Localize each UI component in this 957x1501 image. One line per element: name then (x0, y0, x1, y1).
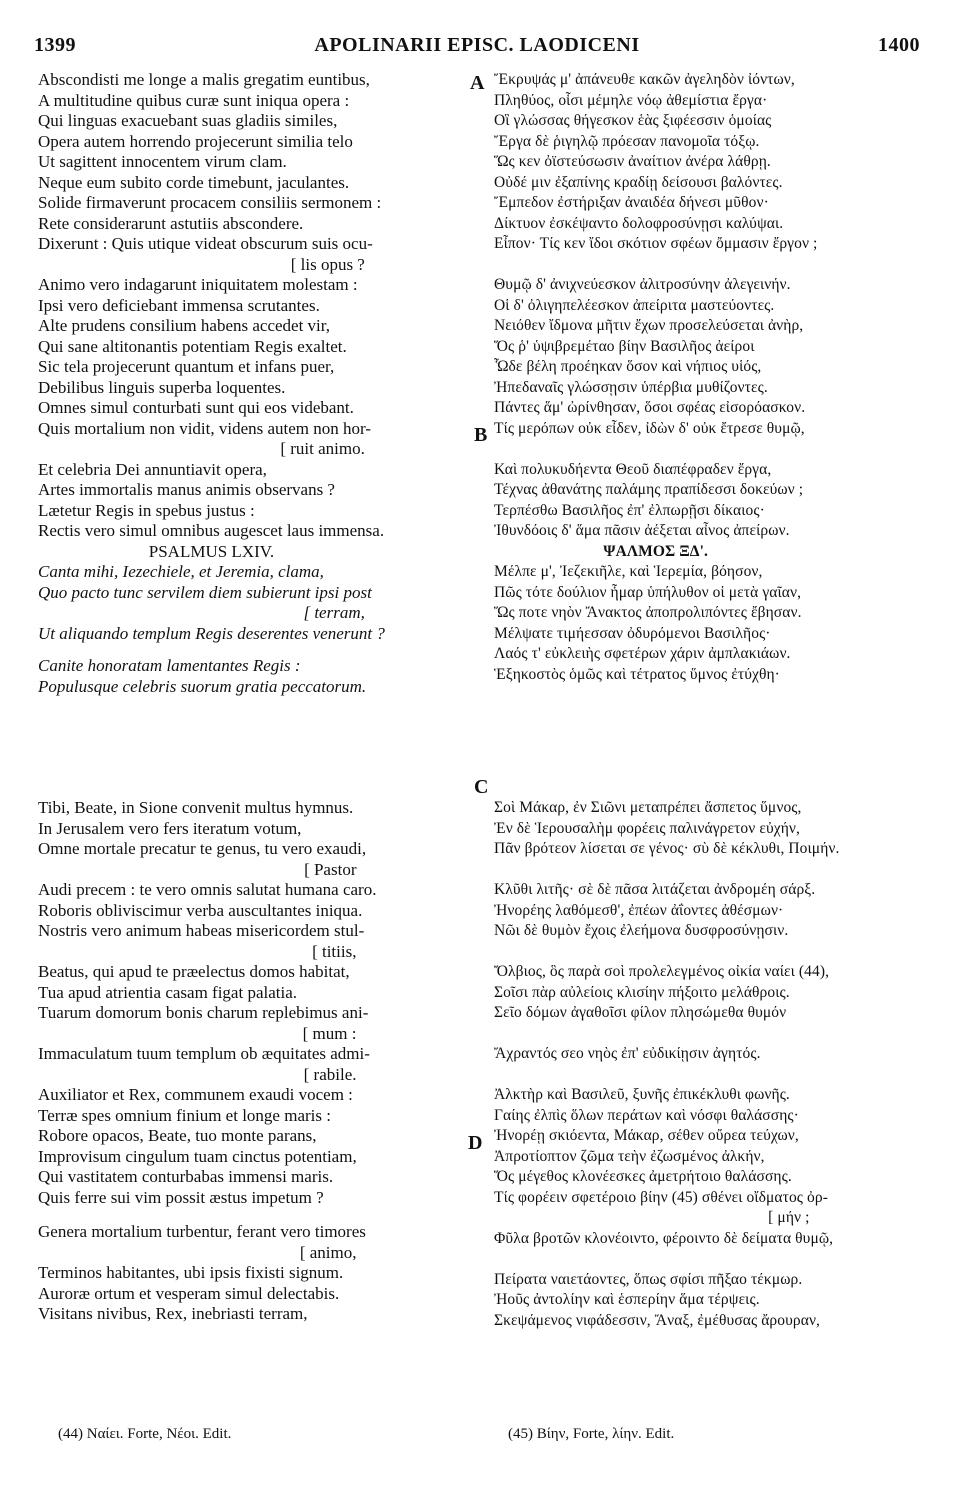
greek-blank (494, 255, 817, 276)
greek-line: Ὅς μέγεθος κλονέεσκες ἀμετρήτοιο θαλάσσης. (494, 1168, 792, 1185)
margin-marker-d: D (468, 1132, 483, 1154)
latin-part1 (38, 70, 385, 697)
greek-line: Μέλψατε τιμήεσσαν ὀδυρόμενοι Βασιλῆος· (494, 624, 771, 642)
latin-line: Dixerunt : Quis utique videat obscurum suis ocu- (38, 234, 373, 253)
greek-line: Ἑξηκοστὸς ὁμῶς καὶ τέτρατος ὕμνος ἐτύχθη· (494, 665, 780, 683)
latin-line: In Jerusalem vero fers iteratum votum, (38, 818, 302, 838)
latin-line: Sic tela projecerunt quantum et infans puer, (38, 357, 335, 376)
latin-line: Rectis vero simul omnibus augescet laus immensa. (38, 521, 385, 540)
greek-line: Ἰθυνδόοις δ' ἅμα πᾶσιν ἀέξεται αἶνος ἀπείρων. (494, 522, 790, 539)
latin-line: Qui vastitatem conturbabas immensi maris. (38, 1167, 334, 1186)
latin-line-continuation: [ ruit animo. (280, 439, 365, 458)
page-header (34, 34, 920, 62)
latin-line: Audi precem : te vero omnis salutat humana caro. (38, 880, 377, 899)
greek-line: Οἱ δ' ὀλιγηπελέεσκον ἀπείριτα μαστεύοντες. (494, 296, 775, 314)
latin-line: Immaculatum tuum templum ob æquitates admi- (38, 1044, 370, 1063)
latin-line: Alte prudens consilium habens accedet vir, (38, 316, 331, 335)
latin-line: Roboris obliviscimur verba auscultantes iniqua. (38, 900, 363, 920)
greek-line: Δίκτυον ἐσκέψαντο δολοφροσύνῃσι καλύψαι. (494, 214, 784, 232)
latin-line: Qui linguas exacuebant suas gladiis similes, (38, 111, 338, 130)
latin-line: Terræ spes omnium finium et longe maris : (38, 1105, 331, 1125)
greek-line: Ὥς ποτε νηὸν Ἄνακτος ἀποπρολιπόντες ἔβησαν. (494, 604, 802, 621)
latin-line: Auroræ ortum et vesperam simul delectabis. (38, 1283, 340, 1303)
latin-line: Nostris vero animum habeas misericordem stul- (38, 921, 365, 940)
greek-line: Ἠνορέῃ σκιόεντα, Μάκαρ, σέθεν οὔρεα τεύχων, (494, 1127, 799, 1144)
greek-line: Κλῦθι λιτῆς· σὲ δὲ πᾶσα λιτάζεται ἀνδρομέη σάρξ. (494, 881, 816, 898)
latin-line: Quis ferre sui vim possit æstus impetum ? (38, 1187, 324, 1207)
greek-line: Εἶπον· Τίς κεν ἴδοι σκότιον σφέων ὄμμασιν ἔργον ; (494, 235, 818, 252)
greek-line: Ὧδε βέλη προέηκαν ὅσον καὶ νήπιος υἱός, (494, 358, 762, 375)
latin-line: Ut aliquando templum Regis deserentes venerunt ? (38, 623, 385, 643)
footnote-44: (44) Ναίει. Forte, Νέοι. Edit. (58, 1426, 232, 1442)
latin-line: Omne mortale precatur te genus, tu vero exaudi, (38, 839, 367, 858)
greek-line: Ἐν δὲ Ἱερουσαλὴμ φορέεις παλινάγρετον εὐχήν, (494, 819, 801, 837)
margin-marker-c: C (474, 776, 489, 798)
greek-line: Ἠοῦς ἀντολίην καὶ ἑσπερίην ἅμα τέρψεις. (494, 1291, 760, 1308)
greek-line: Σεῖο δόμων ἀγαθοῖσι φίλον πλησώμεθα θυμόν (494, 1004, 787, 1021)
greek-line: Μέλπε μ', Ἰεζεκιῆλε, καὶ Ἱερεμία, βόησον, (494, 563, 763, 580)
latin-line-continuation: [ titiis, (312, 941, 357, 961)
greek-blank (494, 1249, 840, 1270)
greek-line: Γαίης ἐλπὶς ὅλων περάτων καὶ νόσφι θαλάσσης· (494, 1106, 799, 1124)
greek-part1 (494, 70, 817, 685)
latin-line-continuation: [ animo, (299, 1242, 357, 1262)
greek-line: Πάντες ἅμ' ὠρίνθησαν, ὅσοι σφέας εἰσορόασκον. (494, 399, 806, 416)
latin-line: Rete considerarunt astutiis abscondere. (38, 213, 304, 233)
greek-blank (494, 439, 817, 460)
latin-line: Artes immortalis manus animis observans ? (38, 480, 335, 499)
greek-line: Τέχνας ἀθανάτης παλάμης πραπίδεσσι δοκεύων ; (494, 481, 804, 498)
greek-line: Πληθύος, οἷσι μέμηλε νόῳ ἀθεμίστια ἔργα· (494, 91, 768, 109)
latin-line: Ipsi vero deficiebant immensa scrutantes. (38, 295, 320, 315)
greek-line: Ἠνορέης λαθόμεσθ', ἐπέων ἀΐοντες ἀθέσμων· (494, 901, 784, 919)
latin-line: Ut sagittent innocentem virum clam. (38, 152, 287, 171)
greek-line: Ἀπροτίοπτον ζῶμα τεὴν ἐζωσμένος ἀλκήν, (494, 1147, 765, 1165)
greek-line: Λαός τ' εὐκλειὴς σφετέρων χάριν ἀμπλακιάων. (494, 645, 791, 662)
latin-part2 (38, 798, 376, 1325)
latin-line-continuation: [ terram, (303, 603, 365, 622)
latin-line: Qui sane altitonantis potentiam Regis exaltet. (38, 336, 347, 356)
greek-line: Ἠπεδαναῖς γλώσσῃσιν ὑπέρβια μυθίζοντες. (494, 378, 768, 396)
latin-line: Et celebria Dei annuntiavit opera, (38, 459, 267, 479)
greek-line: Ἄχραντός σεο νηὸς ἐπ' εὐδικίῃσιν ἀγητός. (494, 1045, 761, 1062)
latin-line: Solide firmaverunt procacem consiliis sermonem : (38, 193, 382, 212)
left-page-number: 1399 (34, 34, 76, 56)
latin-line: Debilibus linguis superba loquentes. (38, 377, 286, 397)
greek-line: Πᾶν βρότεον λίσεται σε γένος· σὺ δὲ κέκλυθι, Ποιμήν. (494, 840, 840, 857)
greek-line: Νῶι δὲ θυμὸν ἔχοις ἐλεήμονα δυσφροσύνῃσιν. (494, 922, 789, 939)
greek-line: Ὅς ῥ' ὑψιβρεμέταο βίην Βασιλῆος ἀείροι (494, 337, 755, 355)
latin-line: Lætetur Regis in spebus justus : (38, 500, 255, 520)
greek-line: Τίς μερόπων οὐκ εἶδεν, ἰδὼν δ' οὐκ ἔτρεσε θυμῷ, (494, 419, 805, 437)
latin-line-continuation: [ mum : (302, 1023, 357, 1043)
greek-line: Νειόθεν ἴδμονα μῆτιν ἔχων προσελεύσεται ἀνὴρ, (494, 317, 804, 334)
latin-line: Canite honoratam lamentantes Regis : (38, 656, 301, 675)
greek-line: Ὄλβιος, ὃς παρὰ σοὶ προλελεγμένος οἰκία ναίει (44), (494, 963, 830, 980)
running-title: APOLINARII EPISC. LAODICENI (314, 34, 640, 56)
psalm-heading-latin: PSALMUS LXIV. (148, 541, 275, 561)
greek-line: Τερπέσθω Βασιλῆος ἐπ' ἐλπωρῇσι δίκαιος· (494, 501, 765, 519)
latin-line: Abscondisti me longe a malis gregatim euntibus, (38, 70, 370, 89)
latin-line: Omnes simul conturbati sunt qui eos videbant. (38, 398, 354, 417)
greek-part2 (494, 798, 840, 1331)
latin-line: Tua apud atrientia casam figat palatia. (38, 982, 298, 1002)
greek-line: Ὥς κεν ὀϊστεύσωσιν ἀναίτιον ἀνέρα λάθρῃ. (494, 153, 771, 170)
latin-line: Opera autem horrendo projecerunt similia telo (38, 131, 353, 151)
greek-line: Οὐδέ μιν ἐξαπίνης κραδίῃ δείσουσι βαλόντες. (494, 173, 783, 191)
latin-line: Improvisum cingulum tuam cinctus potentiam, (38, 1146, 357, 1166)
greek-blank (494, 942, 840, 963)
latin-line: Robore opacos, Beate, tuo monte parans, (38, 1126, 317, 1145)
latin-line: Quis mortalium non vidit, videns autem non hor- (38, 418, 372, 438)
psalm-heading-greek: ΨΑΛΜΟΣ ΞΔ'. (603, 542, 709, 560)
greek-line: Θυμῷ δ' ἀνιχνεύεσκον ἀλιτροσύνην ἀλεγεινήν. (494, 276, 791, 293)
latin-line: Quo pacto tunc servilem diem subierunt ipsi post (38, 582, 372, 602)
latin-line: Auxiliator et Rex, communem exaudi vocem : (38, 1085, 353, 1104)
latin-line: Visitans nivibus, Rex, inebriasti terram, (38, 1304, 308, 1323)
footnote-45: (45) Βίην, Forte, λίην. Edit. (508, 1426, 675, 1442)
greek-line: Σκεψάμενος νιφάδεσσιν, Ἄναξ, ἐμέθυσας ἄρουραν, (494, 1311, 821, 1329)
latin-line: Genera mortalium turbentur, ferant vero timores (38, 1222, 366, 1241)
greek-blank (494, 1065, 840, 1086)
margin-marker-b: B (474, 424, 488, 446)
greek-blank (494, 860, 840, 881)
latin-line-continuation: [ Pastor (304, 859, 357, 879)
latin-line: Animo vero indagarunt iniquitatem molestam : (38, 275, 358, 294)
latin-line: Tibi, Beate, in Sione convenit multus hymnus. (38, 798, 354, 817)
greek-line: Ἀλκτὴρ καὶ Βασιλεῦ, ξυνῆς ἐπικέκλυθι φωνῆς. (494, 1086, 790, 1103)
latin-line: Terminos habitantes, ubi ipsis fixisti signum. (38, 1263, 344, 1282)
greek-line: Ἔκρυψάς μ' ἀπάνευθε κακῶν ἀγεληδὸν ἰόντων, (494, 71, 795, 88)
latin-line: Tuarum domorum bonis charum replebimus ani- (38, 1003, 369, 1022)
latin-line: Beatus, qui apud te præelectus domos habitat, (38, 962, 350, 981)
latin-line: Neque eum subito corde timebunt, jaculantes. (38, 172, 350, 192)
greek-line: Καὶ πολυκυδήεντα Θεοῦ διαπέφραδεν ἔργα, (494, 460, 772, 478)
latin-line: Canta mihi, Iezechiele, et Jeremia, clama, (38, 562, 324, 581)
greek-line: Πῶς τότε δούλιον ἦμαρ ὑπήλυθον οἱ μετὰ γαῖαν, (494, 583, 802, 601)
greek-line: Τίς φορέειν σφετέροιο βίην (45) σθένει οἴδματος ὀρ- (494, 1188, 828, 1206)
greek-line: Σοὶ Μάκαρ, ἐν Σιῶνι μεταπρέπει ἄσπετος ὕμνος, (494, 799, 802, 816)
latin-line-continuation: [ rabile. (303, 1064, 357, 1084)
greek-blank (494, 1024, 840, 1045)
greek-line: Ἔμπεδον ἐστήριξαν ἀναιδέα δήνεσι μῦθον· (494, 194, 769, 211)
greek-line: Φῦλα βροτῶν κλονέοιντο, φέροιντο δὲ δείματα θυμῷ, (494, 1229, 834, 1247)
greek-line: Ἔργα δὲ ῥιγηλῷ πρόεσαν πανομοῖα τόξῳ. (494, 132, 760, 150)
greek-line-continuation: [ μήν ; (768, 1209, 810, 1226)
greek-line: Οἳ γλώσσας θήγεσκον ἑὰς ξιφέεσσιν ὁμοίας (494, 112, 772, 129)
latin-line: Populusque celebris suorum gratia peccatorum. (38, 676, 367, 696)
greek-line: Πείρατα ναιετάοντες, ὅπως σφίσι πῆξαο τέκμωρ. (494, 1270, 803, 1288)
latin-line: A multitudine quibus curæ sunt iniqua opera : (38, 90, 350, 110)
margin-marker-a: A (470, 72, 485, 94)
right-page-number: 1400 (878, 34, 920, 56)
greek-line: Σοῖσι πὰρ αὐλείοις κλισίην πήξοιτο μελάθροις. (494, 983, 790, 1001)
latin-line-continuation: [ lis opus ? (290, 254, 365, 274)
